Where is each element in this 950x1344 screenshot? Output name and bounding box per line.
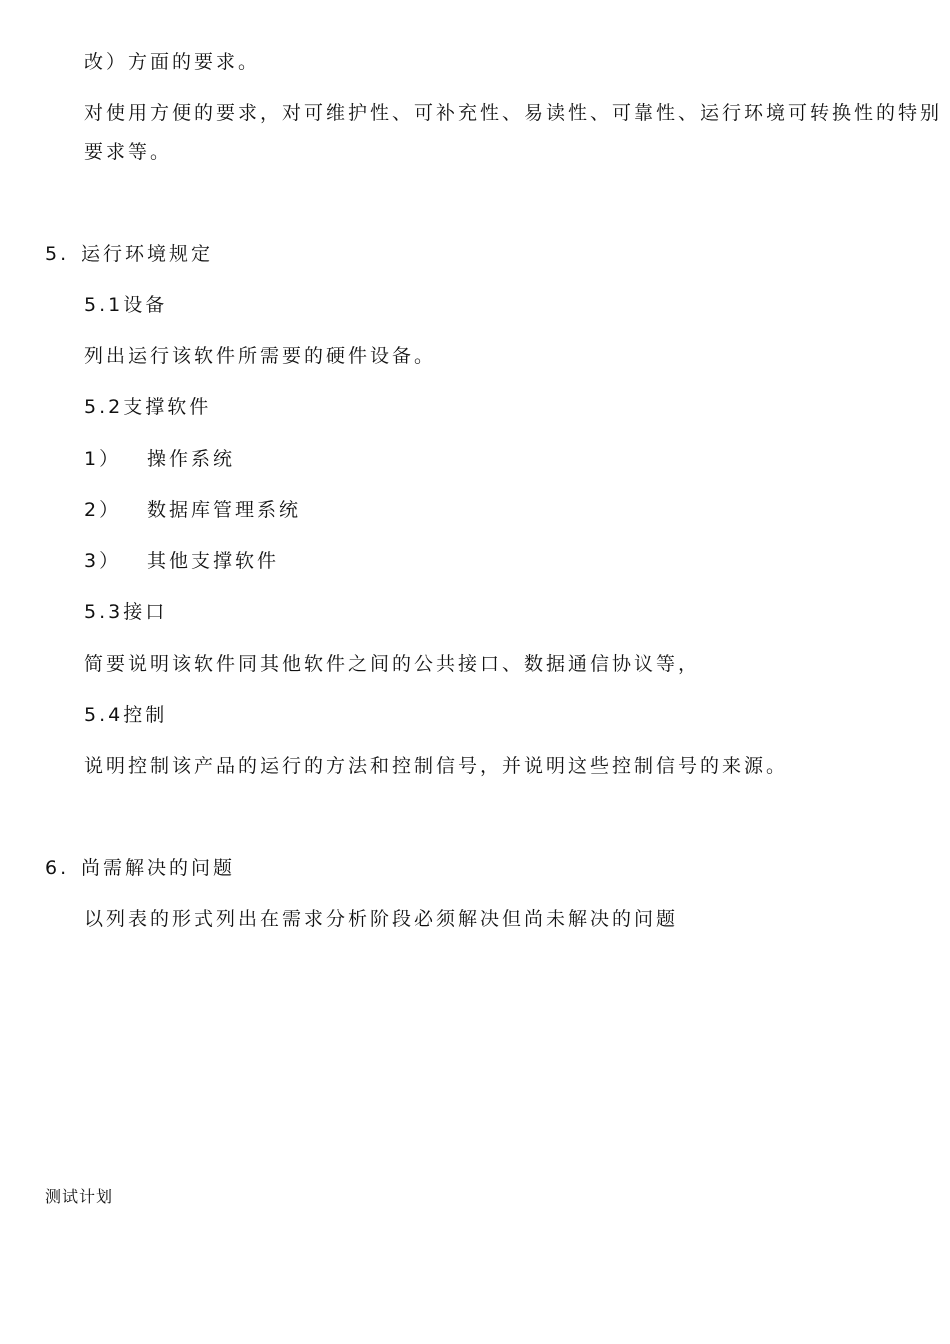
list-item — [84, 447, 235, 471]
section-number: 5. — [45, 243, 70, 265]
section-body: 以列表的形式列出在需求分析阶段必须解决但尚未解决的问题 — [84, 908, 679, 930]
list-item-number: 3） — [84, 550, 122, 572]
subsection-body: 说明控制该产品的运行的方法和控制信号，并说明这些控制信号的来源。 — [84, 755, 789, 777]
list-item-text: 其他支撑软件 — [147, 550, 280, 572]
section-title: 尚需解决的问题 — [81, 857, 236, 879]
section-title: 运行环境规定 — [81, 243, 214, 265]
list-item — [84, 498, 301, 522]
section-heading-6 — [45, 856, 235, 880]
list-item — [84, 549, 279, 573]
subsection-heading-5-3: 5.3接口 — [84, 601, 168, 623]
subsection-heading-5-4: 5.4控制 — [84, 704, 168, 726]
paragraph-line: 要求等。 — [84, 141, 173, 163]
paragraph-line: 对使用方便的要求，对可维护性、可补充性、易读性、可靠性、运行环境可转换性的特别 — [84, 102, 943, 124]
subsection-body: 列出运行该软件所需要的硬件设备。 — [84, 345, 437, 367]
section-heading-5 — [45, 242, 213, 266]
list-item-number: 2） — [84, 499, 122, 521]
subsection-body: 简要说明该软件同其他软件之间的公共接口、数据通信协议等， — [84, 653, 701, 675]
subsection-heading-5-1: 5.1设备 — [84, 294, 168, 316]
subsection-heading-5-2: 5.2支撑软件 — [84, 396, 212, 418]
list-item-text: 数据库管理系统 — [147, 499, 302, 521]
footer-heading: 测试计划 — [45, 1187, 114, 1206]
list-item-number: 1） — [84, 448, 122, 470]
paragraph-continuation: 改）方面的要求。 — [84, 51, 261, 73]
list-item-text: 操作系统 — [147, 448, 236, 470]
section-number: 6. — [45, 857, 70, 879]
